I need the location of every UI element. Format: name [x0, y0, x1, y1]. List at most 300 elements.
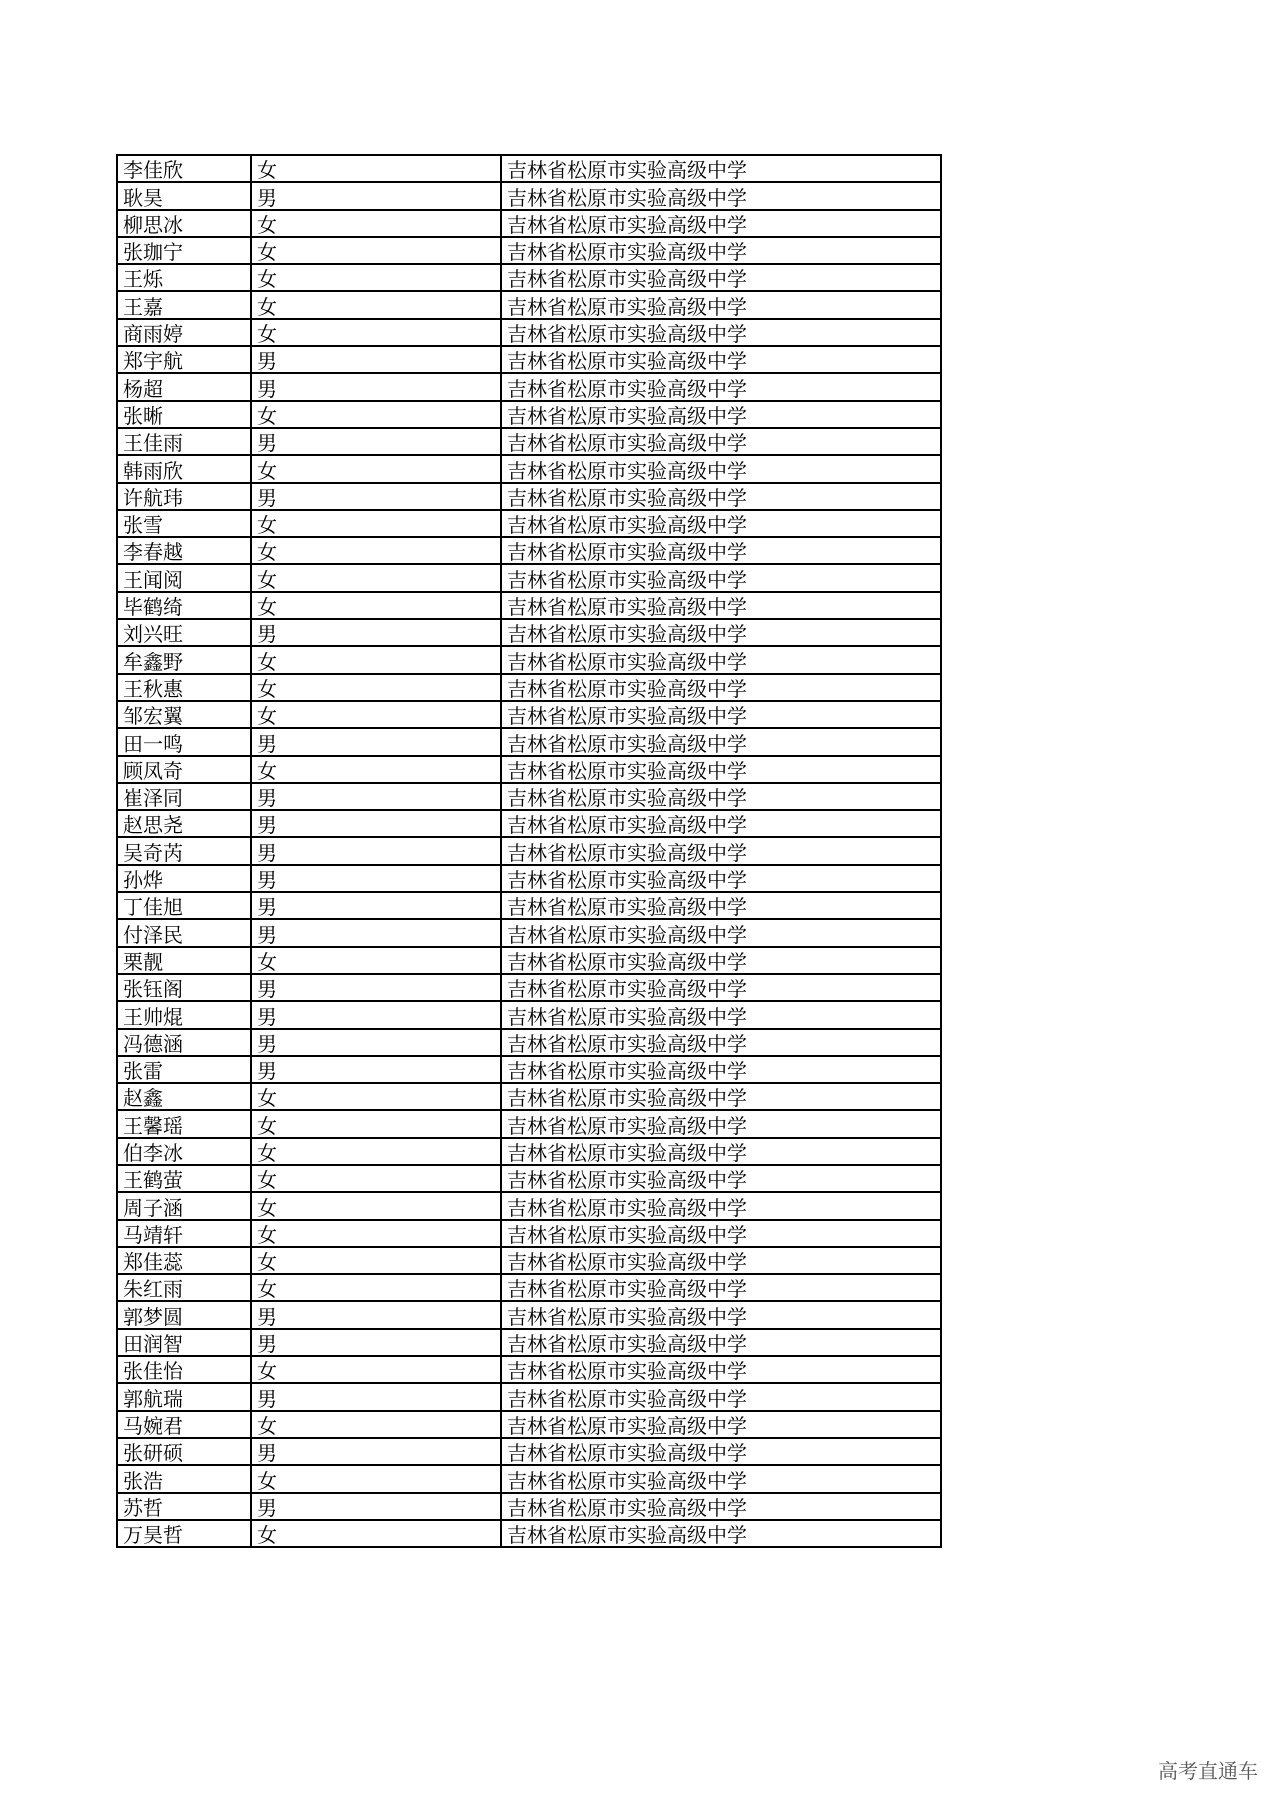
gender-text: 女 [257, 540, 277, 565]
cell-gender [251, 237, 501, 264]
gender-text: 男 [257, 1004, 277, 1029]
cell-gender [251, 674, 501, 701]
table-row [117, 1165, 941, 1192]
cell-name [117, 182, 251, 209]
school-text: 吉林省松原市实验高级中学 [507, 977, 747, 1002]
table-row [117, 1465, 941, 1492]
name-text: 郑宇航 [123, 349, 183, 374]
school-text: 吉林省松原市实验高级中学 [507, 485, 747, 510]
cell-name [117, 1493, 251, 1520]
cell-school [501, 619, 941, 646]
cell-school [501, 155, 941, 182]
gender-text: 男 [257, 1386, 277, 1411]
cell-gender [251, 264, 501, 291]
cell-gender [251, 756, 501, 783]
cell-gender [251, 1356, 501, 1383]
table-row [117, 728, 941, 755]
table-row [117, 1029, 941, 1056]
cell-school [501, 564, 941, 591]
name-text: 商雨婷 [123, 322, 183, 347]
cell-name [117, 919, 251, 946]
cell-name [117, 1029, 251, 1056]
cell-school [501, 1110, 941, 1137]
cell-name [117, 1165, 251, 1192]
gender-text: 女 [257, 458, 277, 483]
table-row [117, 373, 941, 400]
gender-text: 男 [257, 1059, 277, 1084]
cell-name [117, 810, 251, 837]
name-text: 杨超 [123, 376, 163, 401]
cell-gender [251, 1083, 501, 1110]
cell-name [117, 237, 251, 264]
school-text: 吉林省松原市实验高级中学 [507, 294, 747, 319]
cell-school [501, 892, 941, 919]
cell-gender [251, 783, 501, 810]
gender-text: 男 [257, 1031, 277, 1056]
name-text: 栗靓 [123, 949, 163, 974]
gender-text: 女 [257, 949, 277, 974]
name-text: 王馨瑶 [123, 1113, 183, 1138]
name-text: 顾凤奇 [123, 758, 183, 783]
gender-text: 女 [257, 240, 277, 265]
cell-school [501, 182, 941, 209]
school-text: 吉林省松原市实验高级中学 [507, 922, 747, 947]
table-row [117, 455, 941, 482]
cell-gender [251, 346, 501, 373]
cell-name [117, 1301, 251, 1328]
cell-name [117, 1220, 251, 1247]
name-text: 张晰 [123, 403, 163, 428]
gender-text: 男 [257, 1441, 277, 1466]
gender-text: 女 [257, 294, 277, 319]
cell-name [117, 1329, 251, 1356]
cell-name [117, 674, 251, 701]
cell-name [117, 865, 251, 892]
gender-text: 女 [257, 758, 277, 783]
table-row [117, 947, 941, 974]
table-row [117, 510, 941, 537]
cell-gender [251, 865, 501, 892]
name-text: 田润智 [123, 1332, 183, 1357]
school-text: 吉林省松原市实验高级中学 [507, 349, 747, 374]
school-text: 吉林省松原市实验高级中学 [507, 813, 747, 838]
gender-text: 女 [257, 267, 277, 292]
cell-gender [251, 1438, 501, 1465]
cell-gender [251, 401, 501, 428]
cell-gender [251, 210, 501, 237]
cell-gender [251, 373, 501, 400]
name-text: 张雪 [123, 513, 163, 538]
cell-gender [251, 428, 501, 455]
cell-school [501, 1029, 941, 1056]
cell-gender [251, 291, 501, 318]
cell-name [117, 974, 251, 1001]
gender-text: 女 [257, 513, 277, 538]
cell-name [117, 346, 251, 373]
name-text: 柳思冰 [123, 212, 183, 237]
cell-school [501, 592, 941, 619]
table-row [117, 619, 941, 646]
cell-name [117, 619, 251, 646]
table-row [117, 1274, 941, 1301]
cell-school [501, 674, 941, 701]
table-row [117, 210, 941, 237]
cell-school [501, 455, 941, 482]
table-row [117, 1411, 941, 1438]
cell-gender [251, 837, 501, 864]
table-row [117, 1247, 941, 1274]
name-text: 郭梦圆 [123, 1304, 183, 1329]
table-row [117, 1138, 941, 1165]
name-text: 赵鑫 [123, 1086, 163, 1111]
name-text: 王烁 [123, 267, 163, 292]
table-row [117, 1383, 941, 1410]
roster-body [117, 155, 941, 1547]
cell-school [501, 837, 941, 864]
school-text: 吉林省松原市实验高级中学 [507, 868, 747, 893]
gender-text: 男 [257, 485, 277, 510]
gender-text: 男 [257, 840, 277, 865]
cell-gender [251, 1411, 501, 1438]
cell-school [501, 210, 941, 237]
name-text: 张雷 [123, 1059, 163, 1084]
cell-school [501, 373, 941, 400]
cell-name [117, 373, 251, 400]
school-text: 吉林省松原市实验高级中学 [507, 158, 747, 183]
gender-text: 女 [257, 403, 277, 428]
cell-school [501, 1493, 941, 1520]
table-row [117, 1438, 941, 1465]
cell-school [501, 783, 941, 810]
name-text: 周子涵 [123, 1195, 183, 1220]
table-row [117, 564, 941, 591]
cell-school [501, 264, 941, 291]
gender-text: 女 [257, 1195, 277, 1220]
school-text: 吉林省松原市实验高级中学 [507, 1332, 747, 1357]
cell-gender [251, 1029, 501, 1056]
gender-text: 女 [257, 1413, 277, 1438]
gender-text: 女 [257, 1523, 277, 1548]
table-row [117, 783, 941, 810]
name-text: 耿昊 [123, 185, 163, 210]
school-text: 吉林省松原市实验高级中学 [507, 1304, 747, 1329]
gender-text: 女 [257, 1277, 277, 1302]
cell-name [117, 155, 251, 182]
cell-school [501, 1083, 941, 1110]
cell-name [117, 1520, 251, 1547]
cell-school [501, 319, 941, 346]
cell-gender [251, 483, 501, 510]
cell-name [117, 592, 251, 619]
cell-school [501, 428, 941, 455]
gender-text: 女 [257, 649, 277, 674]
school-text: 吉林省松原市实验高级中学 [507, 1086, 747, 1111]
table-row [117, 1493, 941, 1520]
school-text: 吉林省松原市实验高级中学 [507, 704, 747, 729]
school-text: 吉林省松原市实验高级中学 [507, 1004, 747, 1029]
cell-gender [251, 1110, 501, 1137]
table-row [117, 1329, 941, 1356]
gender-text: 女 [257, 1113, 277, 1138]
cell-name [117, 319, 251, 346]
cell-name [117, 1110, 251, 1137]
school-text: 吉林省松原市实验高级中学 [507, 458, 747, 483]
gender-text: 女 [257, 567, 277, 592]
gender-text: 男 [257, 376, 277, 401]
name-text: 张浩 [123, 1468, 163, 1493]
school-text: 吉林省松原市实验高级中学 [507, 1140, 747, 1165]
cell-name [117, 646, 251, 673]
school-text: 吉林省松原市实验高级中学 [507, 1168, 747, 1193]
cell-school [501, 1274, 941, 1301]
cell-name [117, 1274, 251, 1301]
school-text: 吉林省松原市实验高级中学 [507, 895, 747, 920]
table-row [117, 1192, 941, 1219]
table-row [117, 1356, 941, 1383]
gender-text: 男 [257, 1495, 277, 1520]
gender-text: 男 [257, 868, 277, 893]
school-text: 吉林省松原市实验高级中学 [507, 513, 747, 538]
table-row [117, 701, 941, 728]
name-text: 王闻阅 [123, 567, 183, 592]
school-text: 吉林省松原市实验高级中学 [507, 1059, 747, 1084]
name-text: 王佳雨 [123, 431, 183, 456]
table-row [117, 1220, 941, 1247]
school-text: 吉林省松原市实验高级中学 [507, 240, 747, 265]
gender-text: 男 [257, 731, 277, 756]
name-text: 王嘉 [123, 294, 163, 319]
school-text: 吉林省松原市实验高级中学 [507, 731, 747, 756]
name-text: 刘兴旺 [123, 622, 183, 647]
cell-gender [251, 947, 501, 974]
name-text: 张珈宁 [123, 240, 183, 265]
cell-gender [251, 1001, 501, 1028]
cell-school [501, 919, 941, 946]
cell-school [501, 701, 941, 728]
cell-gender [251, 1056, 501, 1083]
table-row [117, 291, 941, 318]
cell-gender [251, 182, 501, 209]
name-text: 邹宏翼 [123, 704, 183, 729]
school-text: 吉林省松原市实验高级中学 [507, 185, 747, 210]
cell-school [501, 291, 941, 318]
gender-text: 男 [257, 977, 277, 1002]
name-text: 朱红雨 [123, 1277, 183, 1302]
school-text: 吉林省松原市实验高级中学 [507, 1277, 747, 1302]
cell-name [117, 783, 251, 810]
cell-name [117, 701, 251, 728]
cell-school [501, 728, 941, 755]
cell-name [117, 210, 251, 237]
cell-gender [251, 810, 501, 837]
table-row [117, 428, 941, 455]
cell-gender [251, 1301, 501, 1328]
school-text: 吉林省松原市实验高级中学 [507, 1359, 747, 1384]
cell-school [501, 1356, 941, 1383]
cell-gender [251, 974, 501, 1001]
table-row [117, 1083, 941, 1110]
name-text: 张研硕 [123, 1441, 183, 1466]
cell-name [117, 564, 251, 591]
cell-gender [251, 619, 501, 646]
table-row [117, 674, 941, 701]
name-text: 王秋惠 [123, 676, 183, 701]
table-row [117, 756, 941, 783]
name-text: 张佳怡 [123, 1359, 183, 1384]
cell-gender [251, 728, 501, 755]
table-row [117, 646, 941, 673]
cell-gender [251, 646, 501, 673]
cell-school [501, 483, 941, 510]
table-row [117, 264, 941, 291]
cell-gender [251, 1165, 501, 1192]
gender-text: 女 [257, 1359, 277, 1384]
school-text: 吉林省松原市实验高级中学 [507, 1441, 747, 1466]
table-row [117, 401, 941, 428]
cell-gender [251, 1247, 501, 1274]
gender-text: 女 [257, 1250, 277, 1275]
cell-gender [251, 1138, 501, 1165]
cell-name [117, 483, 251, 510]
name-text: 李佳欣 [123, 158, 183, 183]
cell-school [501, 1383, 941, 1410]
school-text: 吉林省松原市实验高级中学 [507, 1250, 747, 1275]
name-text: 许航玮 [123, 485, 183, 510]
name-text: 丁佳旭 [123, 895, 183, 920]
cell-gender [251, 1383, 501, 1410]
table-row [117, 592, 941, 619]
cell-school [501, 1001, 941, 1028]
cell-gender [251, 701, 501, 728]
school-text: 吉林省松原市实验高级中学 [507, 622, 747, 647]
cell-gender [251, 155, 501, 182]
cell-name [117, 947, 251, 974]
school-text: 吉林省松原市实验高级中学 [507, 649, 747, 674]
name-text: 冯德涵 [123, 1031, 183, 1056]
name-text: 万昊哲 [123, 1523, 183, 1548]
name-text: 田一鸣 [123, 731, 183, 756]
name-text: 郑佳蕊 [123, 1250, 183, 1275]
school-text: 吉林省松原市实验高级中学 [507, 567, 747, 592]
table-row [117, 1001, 941, 1028]
cell-school [501, 237, 941, 264]
name-text: 孙烨 [123, 868, 163, 893]
cell-gender [251, 1220, 501, 1247]
school-text: 吉林省松原市实验高级中学 [507, 949, 747, 974]
cell-gender [251, 455, 501, 482]
gender-text: 男 [257, 1332, 277, 1357]
table-row [117, 1110, 941, 1137]
name-text: 马婉君 [123, 1413, 183, 1438]
gender-text: 女 [257, 1140, 277, 1165]
cell-gender [251, 564, 501, 591]
cell-school [501, 1165, 941, 1192]
school-text: 吉林省松原市实验高级中学 [507, 1386, 747, 1411]
gender-text: 女 [257, 158, 277, 183]
school-text: 吉林省松原市实验高级中学 [507, 267, 747, 292]
cell-name [117, 1056, 251, 1083]
cell-school [501, 1520, 941, 1547]
school-text: 吉林省松原市实验高级中学 [507, 1031, 747, 1056]
table-row [117, 319, 941, 346]
cell-name [117, 428, 251, 455]
cell-school [501, 1301, 941, 1328]
cell-school [501, 756, 941, 783]
name-text: 韩雨欣 [123, 458, 183, 483]
cell-gender [251, 537, 501, 564]
school-text: 吉林省松原市实验高级中学 [507, 403, 747, 428]
cell-school [501, 401, 941, 428]
table-row [117, 919, 941, 946]
school-text: 吉林省松原市实验高级中学 [507, 1413, 747, 1438]
cell-name [117, 1383, 251, 1410]
name-text: 王鹤萤 [123, 1168, 183, 1193]
cell-school [501, 947, 941, 974]
cell-gender [251, 592, 501, 619]
cell-name [117, 1438, 251, 1465]
name-text: 伯李冰 [123, 1140, 183, 1165]
cell-gender [251, 1274, 501, 1301]
gender-text: 女 [257, 1222, 277, 1247]
gender-text: 男 [257, 786, 277, 811]
gender-text: 男 [257, 185, 277, 210]
cell-name [117, 1411, 251, 1438]
table-row [117, 865, 941, 892]
school-text: 吉林省松原市实验高级中学 [507, 840, 747, 865]
cell-gender [251, 319, 501, 346]
name-text: 吴奇芮 [123, 840, 183, 865]
cell-name [117, 728, 251, 755]
name-text: 王帅焜 [123, 1004, 183, 1029]
cell-name [117, 1138, 251, 1165]
cell-school [501, 537, 941, 564]
gender-text: 男 [257, 622, 277, 647]
cell-school [501, 865, 941, 892]
cell-school [501, 510, 941, 537]
table-row [117, 483, 941, 510]
cell-school [501, 1465, 941, 1492]
cell-name [117, 1001, 251, 1028]
gender-text: 男 [257, 1304, 277, 1329]
school-text: 吉林省松原市实验高级中学 [507, 322, 747, 347]
cell-name [117, 455, 251, 482]
cell-gender [251, 510, 501, 537]
cell-school [501, 1411, 941, 1438]
cell-name [117, 837, 251, 864]
cell-name [117, 892, 251, 919]
school-text: 吉林省松原市实验高级中学 [507, 595, 747, 620]
name-text: 牟鑫野 [123, 649, 183, 674]
name-text: 马靖轩 [123, 1222, 183, 1247]
cell-school [501, 646, 941, 673]
name-text: 张钰阁 [123, 977, 183, 1002]
school-text: 吉林省松原市实验高级中学 [507, 376, 747, 401]
cell-name [117, 1192, 251, 1219]
table-row [117, 1301, 941, 1328]
school-text: 吉林省松原市实验高级中学 [507, 786, 747, 811]
gender-text: 男 [257, 431, 277, 456]
name-text: 赵思尧 [123, 813, 183, 838]
table-row [117, 810, 941, 837]
cell-school [501, 1056, 941, 1083]
table-row [117, 346, 941, 373]
cell-school [501, 1192, 941, 1219]
school-text: 吉林省松原市实验高级中学 [507, 758, 747, 783]
table-row [117, 892, 941, 919]
name-text: 苏哲 [123, 1495, 163, 1520]
gender-text: 女 [257, 676, 277, 701]
cell-school [501, 1438, 941, 1465]
